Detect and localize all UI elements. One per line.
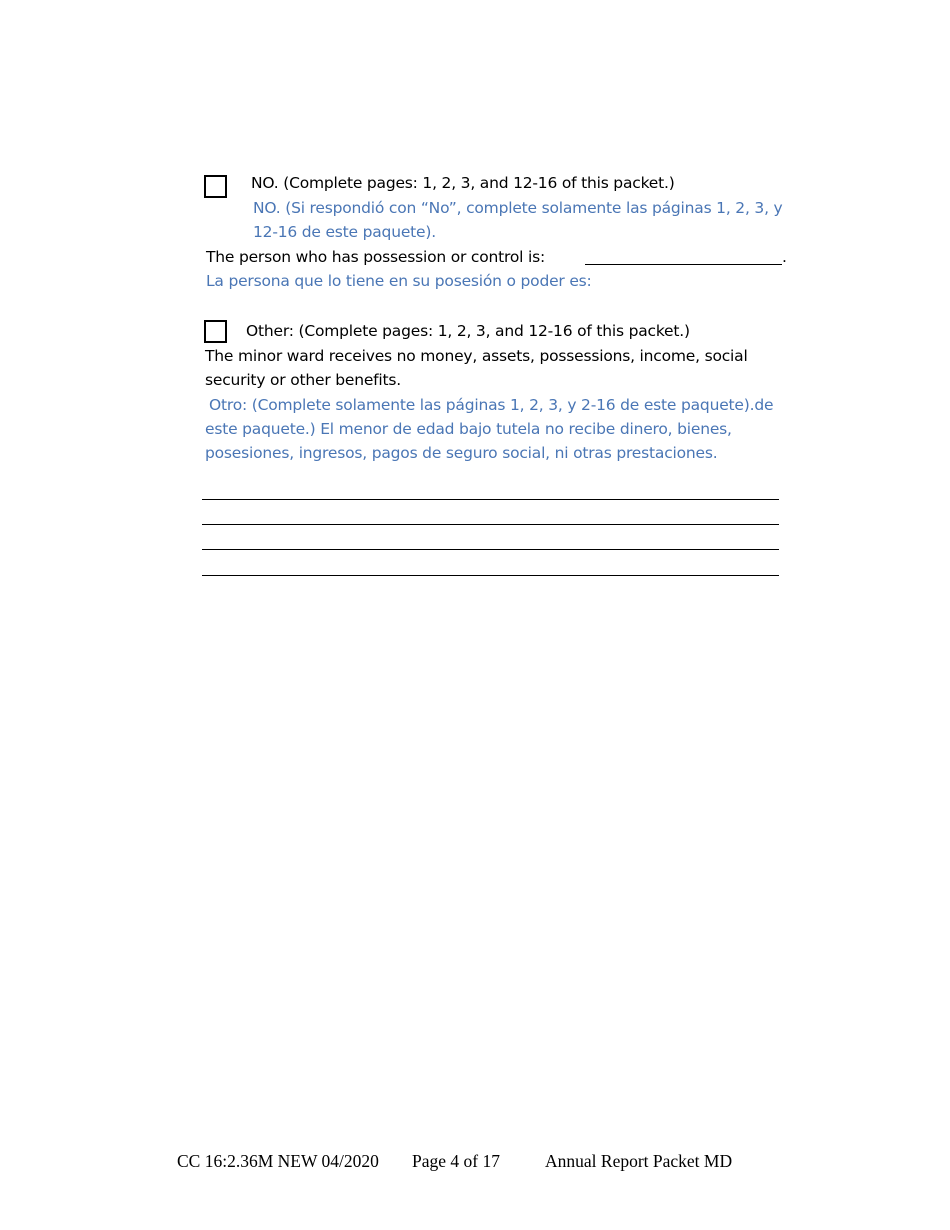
no-label-es-line2: 12-16 de este paquete). [253,223,436,241]
other-label-en: Other: (Complete pages: 1, 2, 3, and 12-16 of this packet.) [246,322,690,340]
other-checkbox[interactable] [204,320,227,343]
other-desc-es-line3: posesiones, ingresos, pagos de seguro social, ni otras prestaciones. [205,444,718,462]
other-desc-es-line1: Otro: (Complete solamente las páginas 1, 2, 3, y 2-16 de este paquete).de [209,396,774,414]
footer-form-id: CC 16:2.36M NEW 04/2020 [177,1151,379,1171]
no-checkbox[interactable] [204,175,227,198]
no-label-es-line1: NO. (Si respondió con “No”, complete solamente las páginas 1, 2, 3, y [253,199,783,217]
writein-line-2[interactable] [202,524,779,525]
other-desc-en-line2: security or other benefits. [205,371,401,389]
possession-label-en: The person who has possession or control is: [206,248,545,266]
footer-page-number: Page 4 of 17 [412,1151,500,1171]
possession-period: . [782,248,787,266]
writein-line-3[interactable] [202,549,779,550]
possession-label-es: La persona que lo tiene en su posesión o poder es: [206,272,592,290]
other-desc-es-line2: este paquete.) El menor de edad bajo tutela no recibe dinero, bienes, [205,420,732,438]
footer-title: Annual Report Packet MD [545,1151,733,1171]
other-desc-en-line1: The minor ward receives no money, assets, possessions, income, social [205,347,748,365]
possession-input-line[interactable] [585,264,782,265]
writein-line-4[interactable] [202,575,779,576]
writein-line-1[interactable] [202,499,779,500]
no-label-en: NO. (Complete pages: 1, 2, 3, and 12-16 of this packet.) [251,174,675,192]
